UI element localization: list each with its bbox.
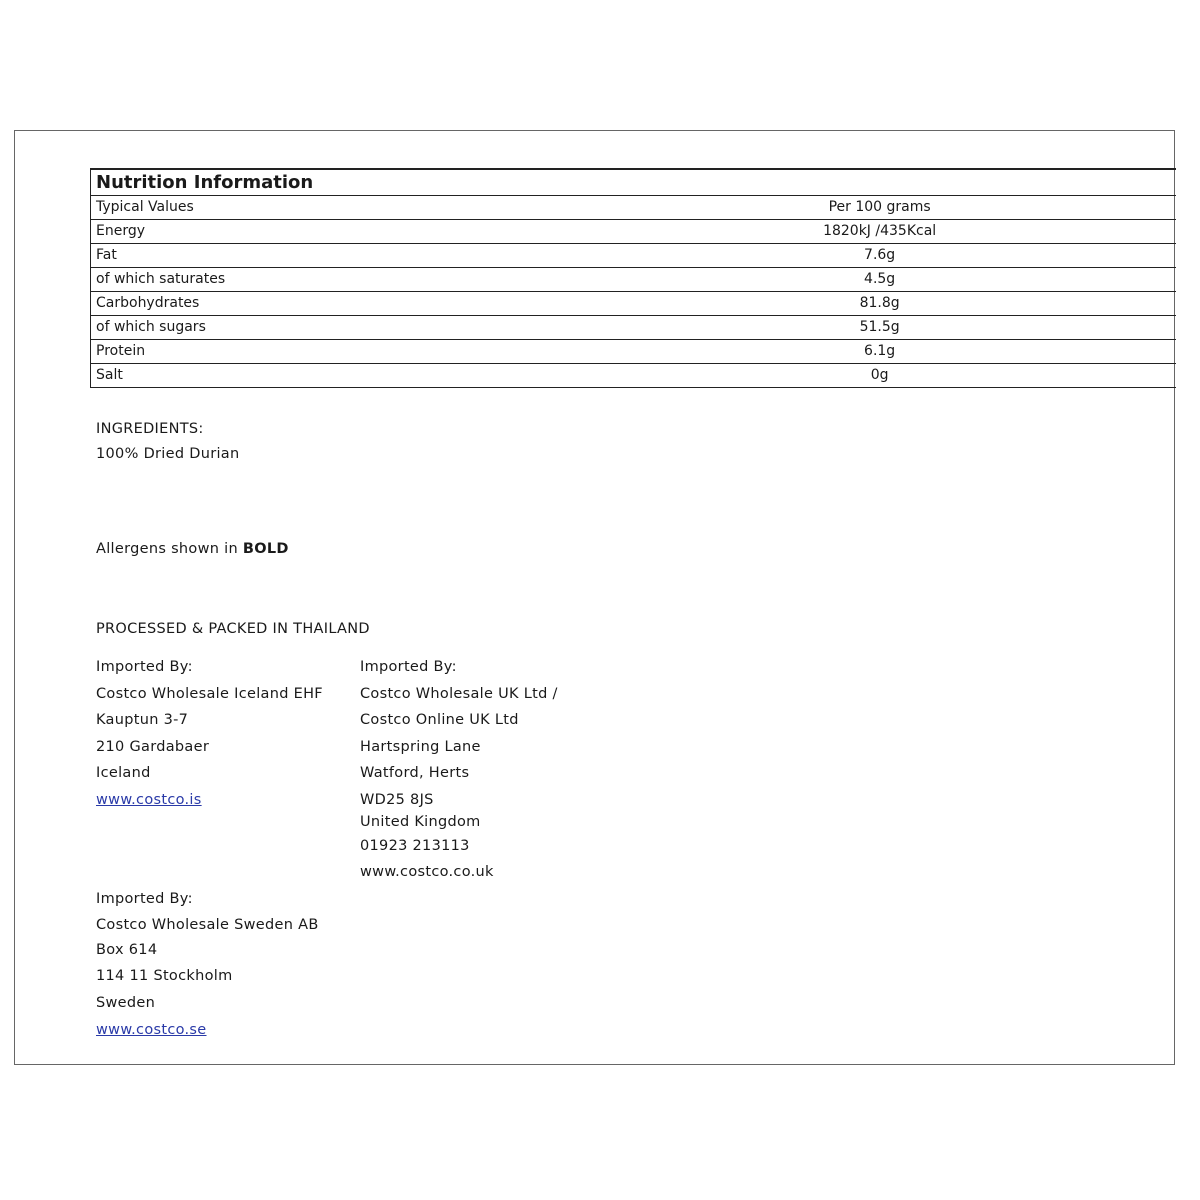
nutrition-title: Nutrition Information — [91, 169, 1177, 196]
ingredients-text: 100% Dried Durian — [96, 446, 240, 462]
nutrition-row-sugars — [91, 316, 1177, 340]
nutrition-value: 1820kJ /435Kcal — [633, 220, 1176, 244]
importer-uk-line: Watford, Herts — [360, 765, 470, 781]
importer-iceland-heading: Imported By: — [96, 659, 193, 675]
importer-sweden-line: Sweden — [96, 995, 156, 1011]
importer-iceland-line: 210 Gardabaer — [96, 739, 210, 755]
allergens-prefix: Allergens shown in — [96, 541, 243, 557]
nutrition-row-protein — [91, 340, 1177, 364]
importer-iceland-line: Costco Wholesale Iceland EHF — [96, 686, 323, 702]
importer-iceland-link[interactable]: www.costco.is — [96, 792, 202, 808]
importer-uk-line: United Kingdom — [360, 814, 481, 830]
importer-sweden-line: Costco Wholesale Sweden AB — [96, 917, 319, 933]
nutrition-value: 4.5g — [633, 268, 1176, 292]
nutrition-header-value: Per 100 grams — [633, 196, 1176, 220]
importer-uk-line: Hartspring Lane — [360, 739, 481, 755]
nutrition-title-row — [91, 169, 1177, 196]
importer-sweden-line: 114 11 Stockholm — [96, 968, 233, 984]
importer-uk-line: Costco Online UK Ltd — [360, 712, 519, 728]
allergens-note — [96, 540, 289, 558]
nutrition-value: 7.6g — [633, 244, 1176, 268]
importer-uk-line: 01923 213113 — [360, 838, 470, 854]
origin-statement: PROCESSED & PACKED IN THAILAND — [96, 621, 370, 637]
nutrition-label: Salt — [91, 364, 634, 388]
nutrition-label: of which sugars — [91, 316, 634, 340]
nutrition-header-label: Typical Values — [91, 196, 634, 220]
importer-uk-line: www.costco.co.uk — [360, 864, 494, 880]
nutrition-header-row — [91, 196, 1177, 220]
importer-iceland-line: Iceland — [96, 765, 151, 781]
nutrition-label: Carbohydrates — [91, 292, 634, 316]
nutrition-table — [90, 168, 1176, 388]
nutrition-value: 6.1g — [633, 340, 1176, 364]
importer-sweden-link[interactable]: www.costco.se — [96, 1022, 207, 1038]
ingredients-heading: INGREDIENTS: — [96, 421, 204, 437]
nutrition-row-carbohydrates — [91, 292, 1177, 316]
importer-uk-line: Costco Wholesale UK Ltd / — [360, 686, 558, 702]
nutrition-row-saturates — [91, 268, 1177, 292]
nutrition-label: of which saturates — [91, 268, 634, 292]
nutrition-row-fat — [91, 244, 1177, 268]
nutrition-value: 51.5g — [633, 316, 1176, 340]
allergens-bold: BOLD — [242, 541, 289, 557]
importer-sweden-line: Box 614 — [96, 942, 158, 958]
nutrition-label: Protein — [91, 340, 634, 364]
nutrition-row-salt — [91, 364, 1177, 388]
nutrition-value: 0g — [633, 364, 1176, 388]
importer-iceland-line: Kauptun 3-7 — [96, 712, 189, 728]
nutrition-value: 81.8g — [633, 292, 1176, 316]
importer-sweden-heading: Imported By: — [96, 891, 193, 907]
importer-uk-heading: Imported By: — [360, 659, 457, 675]
importer-uk-line: WD25 8JS — [360, 792, 434, 808]
nutrition-row-energy — [91, 220, 1177, 244]
nutrition-label: Energy — [91, 220, 634, 244]
nutrition-label: Fat — [91, 244, 634, 268]
